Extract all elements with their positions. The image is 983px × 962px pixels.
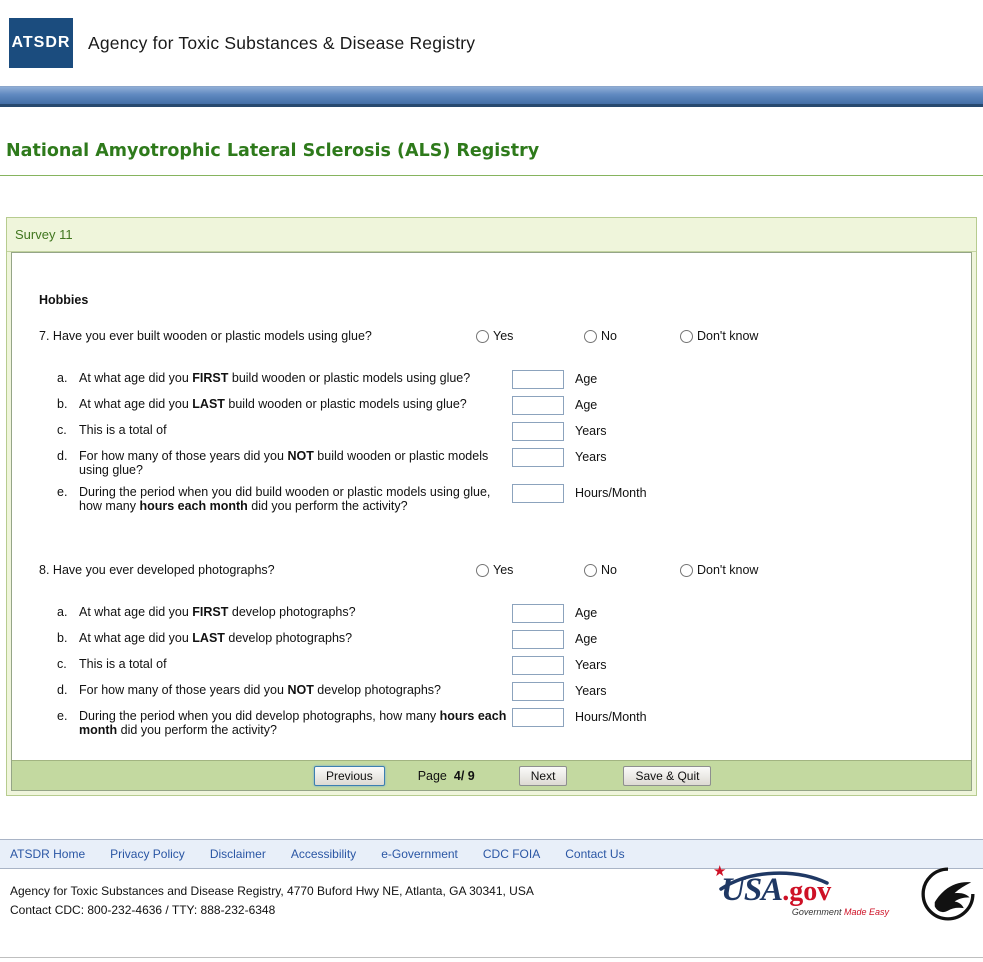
q8b-text-post: develop photographs? (224, 631, 353, 645)
q7b-text-post: build wooden or plastic models using glue? (224, 397, 467, 411)
footer-link-egovernment[interactable]: e-Government (381, 847, 458, 861)
title-divider (0, 175, 983, 176)
question-7-subquestions (39, 370, 951, 513)
q8c-row (39, 656, 951, 675)
q8c-text-pre: This is a total of (79, 657, 167, 671)
q7a-unit: Age (575, 372, 598, 386)
q7a-letter: a. (57, 371, 68, 385)
site-header (0, 0, 983, 86)
page-label: Page (417, 768, 447, 783)
question-8-text (39, 563, 476, 578)
q8e-text-bold: hours each month (79, 709, 507, 737)
q8e-text-post: did you perform the activity? (117, 723, 277, 737)
q8-no-label: No (601, 563, 617, 577)
next-button[interactable]: Next (519, 766, 568, 786)
q8e-text (79, 708, 512, 737)
question-8-subquestions (39, 604, 951, 737)
q8c-unit: Years (575, 658, 607, 672)
q8d-text (79, 682, 512, 697)
q8a-text-pre: At what age did you (79, 605, 193, 619)
question-8-radio-group (476, 563, 758, 577)
question-7-row (39, 329, 951, 344)
q7c-unit: Years (575, 424, 607, 438)
q8a-unit: Age (575, 606, 598, 620)
q8d-text-pre: For how many of those years did you (79, 683, 288, 697)
q7d-unit: Years (575, 450, 607, 464)
page-title: National Amyotrophic Lateral Sclerosis (ALS) Registry (6, 141, 540, 161)
survey-panel-header (7, 218, 976, 252)
q7b-unit: Age (575, 398, 598, 412)
q7a-text (79, 370, 512, 385)
q8b-text-pre: At what age did you (79, 631, 193, 645)
footer-link-contact-us[interactable]: Contact Us (565, 847, 625, 861)
q8d-input[interactable] (512, 682, 564, 701)
q8a-text (79, 604, 512, 619)
footer-link-cdc-foia[interactable]: CDC FOIA (482, 847, 541, 861)
q7e-row (39, 484, 951, 513)
question-7-number: 7. (39, 329, 50, 343)
q7e-unit: Hours/Month (575, 486, 647, 500)
usagov-tagline-left: Government (791, 907, 842, 917)
usagov-usa-text: USA (721, 872, 783, 908)
agency-name: Agency for Toxic Substances & Disease Registry (88, 32, 476, 53)
footer-contact: Contact CDC: 800-232-4636 / TTY: 888-232-6348 (10, 903, 276, 917)
q8-yes-label: Yes (493, 563, 514, 577)
q7b-text (79, 396, 512, 411)
q7e-text-bold: hours each month (139, 499, 248, 513)
q8a-text-bold: FIRST (192, 605, 229, 619)
atsdr-logo-text: ATSDR (11, 34, 71, 51)
q7a-text-post: build wooden or plastic models using glue? (228, 371, 471, 385)
footer-link-accessibility[interactable]: Accessibility (290, 847, 357, 861)
section-heading: Hobbies (39, 293, 89, 307)
usagov-logo[interactable] (713, 863, 891, 922)
q8-option-dont-know[interactable] (680, 563, 758, 577)
q8b-unit: Age (575, 632, 598, 646)
q7-no-label: No (601, 329, 617, 343)
q7-option-dont-know[interactable] (680, 329, 758, 343)
q8d-text-bold: NOT (287, 683, 314, 697)
q7-dont-know-radio[interactable] (680, 330, 693, 343)
survey-title: Survey 11 (15, 227, 73, 242)
usagov-wordmark (721, 871, 891, 906)
q7-yes-radio[interactable] (476, 330, 489, 343)
q8b-row (39, 630, 951, 649)
footer-link-atsdr-home[interactable]: ATSDR Home (10, 847, 86, 861)
q8-no-radio[interactable] (584, 564, 597, 577)
q7e-text-pre: During the period when you did build wooden or plastic models using glue, how many (79, 485, 491, 513)
survey-panel (6, 217, 977, 796)
q8b-letter: b. (57, 631, 68, 645)
survey-panel-body (11, 252, 972, 791)
q7c-letter: c. (57, 423, 67, 437)
q8-option-yes[interactable] (476, 563, 584, 577)
previous-button[interactable]: Previous (314, 766, 385, 786)
usagov-tagline-right: Made Easy (843, 907, 889, 917)
q8b-text-bold: LAST (192, 631, 225, 645)
q8e-input[interactable] (512, 708, 564, 727)
footer-links-bar (0, 839, 983, 869)
q7d-letter: d. (57, 449, 68, 463)
usagov-gov-text: .gov (782, 876, 832, 907)
q7b-text-pre: At what age did you (79, 397, 193, 411)
q7c-text-pre: This is a total of (79, 423, 167, 437)
q8-dont-know-label: Don't know (697, 563, 759, 577)
q8d-row (39, 682, 951, 701)
usagov-star-icon: ★ (713, 863, 727, 880)
q7c-text (79, 422, 512, 437)
q8c-letter: c. (57, 657, 67, 671)
q7b-row (39, 396, 951, 415)
pager-bar (12, 760, 971, 790)
q7b-input[interactable] (512, 396, 564, 415)
hhs-logo-icon[interactable] (919, 865, 977, 929)
question-7-radio-group (476, 329, 758, 343)
nav-bar (0, 86, 983, 107)
q8a-row (39, 604, 951, 623)
q8d-text-post: develop photographs? (313, 683, 442, 697)
q7a-text-bold: FIRST (192, 371, 229, 385)
page-bottom-divider (0, 957, 983, 958)
question-8-label: Have you ever developed photographs? (52, 563, 275, 577)
q7d-input[interactable] (512, 448, 564, 467)
question-7-label: Have you ever built wooden or plastic models using glue? (52, 329, 372, 343)
q8b-input[interactable] (512, 630, 564, 649)
q7b-letter: b. (57, 397, 68, 411)
q7c-input[interactable] (512, 422, 564, 441)
q7e-text-post: did you perform the activity? (247, 499, 408, 513)
q8-dont-know-radio[interactable] (680, 564, 693, 577)
q8e-text-pre: During the period when you did develop photographs, how many (79, 709, 440, 723)
q8e-row (39, 708, 951, 737)
q8d-letter: d. (57, 683, 68, 697)
q7-option-yes[interactable] (476, 329, 584, 343)
q7-dont-know-label: Don't know (697, 329, 759, 343)
q7c-row (39, 422, 951, 441)
q7a-input[interactable] (512, 370, 564, 389)
footer-link-disclaimer[interactable]: Disclaimer (209, 847, 266, 861)
footer-link-privacy-policy[interactable]: Privacy Policy (110, 847, 185, 861)
q7e-letter: e. (57, 485, 68, 499)
survey-content (12, 253, 971, 760)
q8a-input[interactable] (512, 604, 564, 623)
question-7-text (39, 329, 476, 344)
page-value: 4/ 9 (453, 768, 475, 783)
q7-option-no[interactable] (584, 329, 680, 343)
q8c-input[interactable] (512, 656, 564, 675)
q8-option-no[interactable] (584, 563, 680, 577)
q8d-unit: Years (575, 684, 607, 698)
atsdr-logo[interactable] (9, 18, 73, 68)
question-8-row (39, 563, 951, 578)
q7d-text-pre: For how many of those years did you (79, 449, 288, 463)
q8c-text (79, 656, 512, 671)
q7e-text (79, 484, 512, 513)
q8a-letter: a. (57, 605, 68, 619)
q7-yes-label: Yes (493, 329, 514, 343)
q7a-row (39, 370, 951, 389)
save-quit-button[interactable]: Save & Quit (623, 766, 711, 786)
question-8-number: 8. (39, 563, 50, 577)
q7-no-radio[interactable] (584, 330, 597, 343)
footer-info (0, 863, 983, 920)
q8e-letter: e. (57, 709, 68, 723)
q7d-text (79, 448, 512, 477)
q8a-text-post: develop photographs? (228, 605, 356, 619)
q8b-text (79, 630, 512, 645)
q8e-unit: Hours/Month (575, 710, 647, 724)
q7e-input[interactable] (512, 484, 564, 503)
q7d-text-bold: NOT (287, 449, 314, 463)
footer-address: Agency for Toxic Substances and Disease Registry, 4770 Buford Hwy NE, Atlanta, GA 30341, USA (10, 884, 534, 898)
q7b-text-bold: LAST (192, 397, 225, 411)
q8-yes-radio[interactable] (476, 564, 489, 577)
q7d-row (39, 448, 951, 477)
q7a-text-pre: At what age did you (79, 371, 193, 385)
q7d-text-post: build wooden or plastic models using glue? (79, 449, 489, 477)
